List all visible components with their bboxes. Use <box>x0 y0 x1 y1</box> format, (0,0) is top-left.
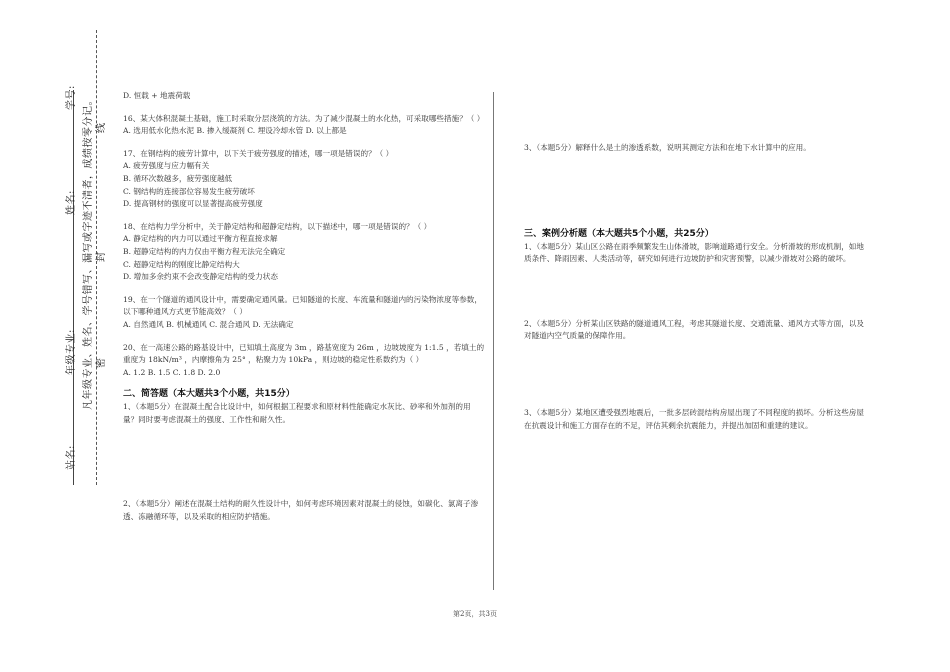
binding-line-outer <box>73 90 74 485</box>
case-2: 2、（本题5分）分析某山区铁路的隧道通风工程，考虑其隧道长度、交通流量、通风方式等方面，以及对隧道内空气质量的保障作用。 <box>524 318 864 341</box>
seal-char-xian: 线 <box>96 122 107 133</box>
student-id-label: 学号: <box>66 85 77 110</box>
short-answer-2: 2、（本题5分）阐述在混凝土结构的耐久性设计中，如何考虑环境因素对混凝土的侵蚀，如碳化、氯离子渗透、冻融循环等，以及采取的相应防护措施。 <box>123 499 479 522</box>
section2-title: 二、简答题（本大题共3个小题，共15分） <box>123 389 295 400</box>
q19-options: A. 自然通风 B. 机械通风 C. 混合通风 D. 无法确定 <box>123 319 294 329</box>
right-column <box>524 90 869 432</box>
seal-char-feng: 封 <box>96 251 107 262</box>
seal-char-mi: 密 <box>96 357 107 368</box>
left-column <box>123 90 485 524</box>
q16-options: A. 选用低水化热水泥 B. 掺入缓凝剂 C. 埋设冷却水管 D. 以上都是 <box>123 126 347 136</box>
short-answer-3: 3、（本题5分）解释什么是土的渗透系数，说明其测定方法和在地下水计算中的应用。 <box>524 143 811 152</box>
section3-title: 三、案例分析题（本大题共5个小题，共25分） <box>524 228 714 239</box>
q18-option-a: A. 静定结构的内力可以通过平衡方程直接求解 <box>123 234 278 244</box>
q17-option-c: C. 钢结构的连接部位容易发生疲劳破坏 <box>123 186 255 196</box>
q17-option-d: D. 提高钢材的强度可以显著提高疲劳强度 <box>123 199 263 209</box>
q17-stem: 17、在钢结构的疲劳计算中，以下关于疲劳强度的描述，哪一项是错误的？（ ） <box>123 148 394 158</box>
school-label: 站名: <box>66 445 77 470</box>
column-divider <box>493 92 494 590</box>
q17-option-a: A. 疲劳强度与应力幅有关 <box>123 161 210 171</box>
major-label: 年级专业: <box>66 329 77 375</box>
binding-warning: 凡年级专业、姓名、学号错写、漏写或字迹不清者，成绩按零分记。 <box>83 95 94 410</box>
short-answer-1: 1、（本题5分）在混凝土配合比设计中，如何根据工程要求和原材料性能确定水灰比、砂率和外加剂的用量？同时要考虑混凝土的强度、工作性和耐久性。 <box>123 402 471 424</box>
q16-stem: 16、某大体积混凝土基础，施工时采取分层浇筑的方法。为了减少混凝土的水化热，可采取哪些措施？（ ） <box>123 113 485 123</box>
name-label: 姓名: <box>66 190 77 215</box>
q15-option-d: D. 恒载 + 地震荷载 <box>123 91 191 100</box>
q20-options: A. 1.2 B. 1.5 C. 1.8 D. 2.0 <box>123 367 221 377</box>
q19-stem: 19、在一个隧道的通风设计中，需要确定通风量。已知隧道的长度、车流量和隧道内的污染物浓度等参数，以下哪种通风方式更节能高效？（ ） <box>123 294 482 317</box>
q20-stem: 20、在一高速公路的路基设计中，已知填土高度为 3m ，路基宽度为 26m ，边坡坡度为 1:1.5 ，若填土的重度为 18kN/m³ ，内摩擦角为 25° ，粘聚力为 10kPa ，则边坡的稳定性系数约为（ ） <box>123 342 485 365</box>
page-footer: 第2页，共3页 <box>453 610 497 618</box>
case-3: 3、（本题5分）某地区遭受强烈地震后，一批多层砖混结构房屋出现了不同程度的损坏。分析这些房屋在抗震设计和施工方面存在的不足，评估其剩余抗震能力，并提出加固和重建的建议。 <box>524 407 864 430</box>
case-1: 1、（本题5分）某山区公路在雨季频繁发生山体滑坡，影响道路通行安全。分析滑坡的形成机制，如地质条件、降雨因素、人类活动等，研究如何进行边坡防护和灾害预警，以减少滑坡对公路的破坏。 <box>524 241 864 264</box>
q18-option-d: D. 增加多余约束不会改变静定结构的受力状态 <box>123 272 278 282</box>
q18-option-b: B. 超静定结构的内力仅由平衡方程无法完全确定 <box>123 246 286 256</box>
q17-option-b: B. 循环次数越多，疲劳强度越低 <box>123 173 233 183</box>
binding-strip <box>0 0 110 672</box>
q18-option-c: C. 超静定结构的刚度比静定结构大 <box>123 259 240 269</box>
q18-stem: 18、在结构力学分析中，关于静定结构和超静定结构，以下描述中，哪一项是错误的？（ ） <box>123 221 432 231</box>
